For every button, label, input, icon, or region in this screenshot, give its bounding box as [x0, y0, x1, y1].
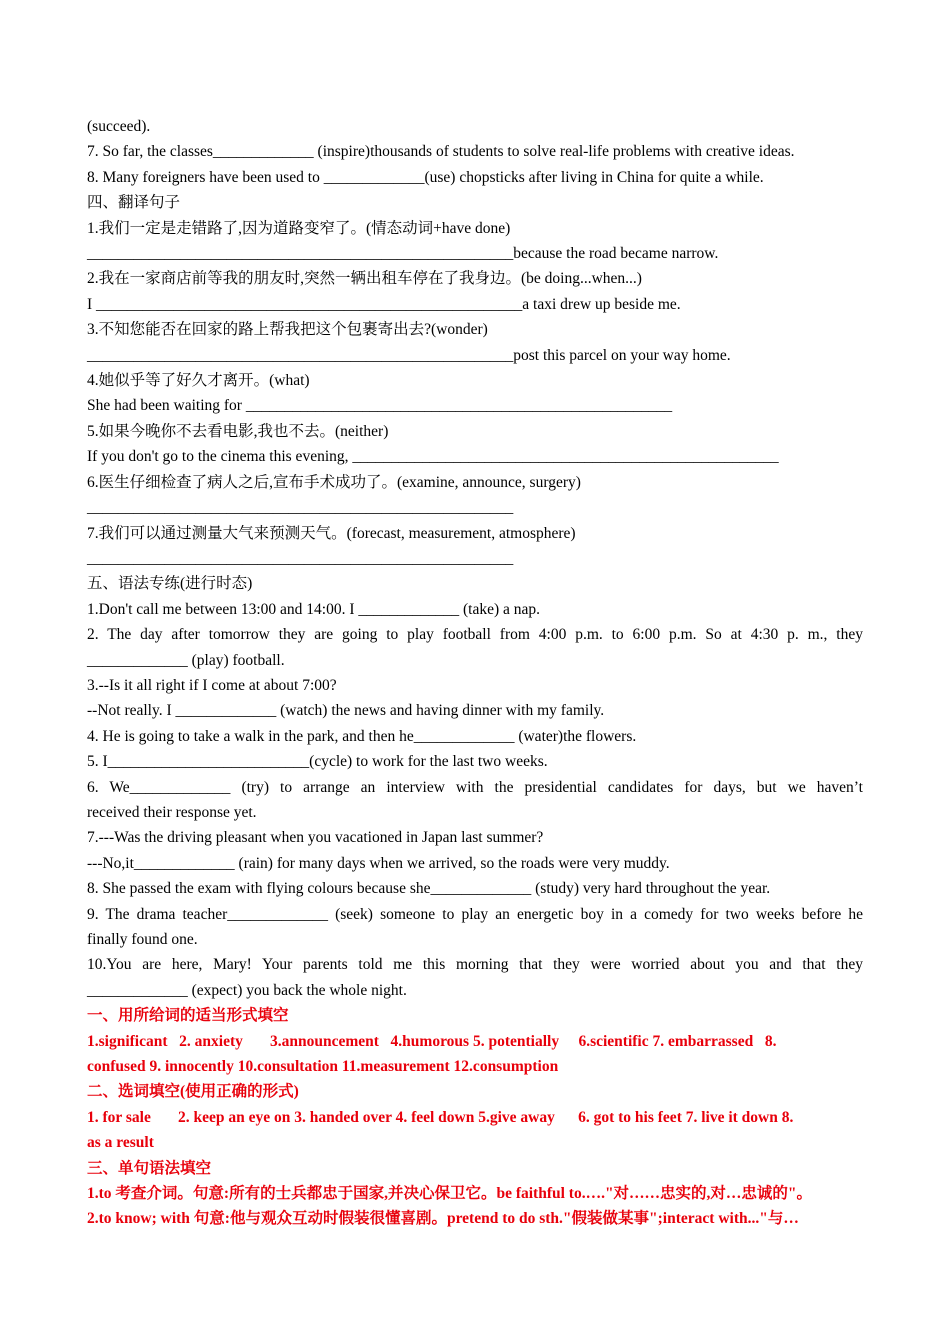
s4-q6-prompt: 6.医生仔细检查了病人之后,宣布手术成功了。(examine, announce, surgery) [87, 473, 581, 491]
s5-line: ---No,it_____________ (rain) for many days when we arrived, so the roads were very muddy. [87, 854, 670, 872]
answer-key-1-heading: 一、用所给词的适当形式填空 [87, 1007, 289, 1025]
s4-q1-answer: _______________________________________________________because the road became narrow. [87, 245, 719, 263]
s5-line: 5. I__________________________(cycle) to work for the last two weeks. [87, 753, 548, 771]
s5-line: _____________ (expect) you back the whole night. [87, 981, 407, 999]
s5-line: 1.Don't call me between 13:00 and 14:00. I _____________ (take) a nap. [87, 600, 541, 618]
section4-heading: 四、翻译句子 [87, 194, 181, 212]
s4-q4-prompt: 4.她似乎等了好久才离开。(what) [87, 372, 310, 390]
s5-line: 10.You are here, Mary! Your parents told me this morning that they were worried about you and that they [87, 956, 863, 974]
document-content [87, 114, 863, 1232]
s3-q8: 8. Many foreigners have been used to _____________(use) chopsticks after living in China for quite a while. [87, 168, 764, 186]
s4-q7-answer: _______________________________________________________ [87, 549, 514, 567]
s4-q1-prompt: 1.我们一定是走错路了,因为道路变窄了。(情态动词+have done) [87, 219, 511, 237]
s5-line: 4. He is going to take a walk in the park, and then he_____________ (water)the flowers. [87, 727, 637, 745]
s5-line: 3.--Is it all right if I come at about 7:00? [87, 676, 337, 694]
s4-q3-prompt: 3.不知您能否在回家的路上帮我把这个包裹寄出去?(wonder) [87, 321, 488, 339]
answer-key-2-line: as a result [87, 1134, 154, 1152]
s4-q6-answer: _______________________________________________________ [87, 499, 514, 517]
s4-q4-answer: She had been waiting for _______________________________________________________ [87, 397, 673, 415]
s4-q2-prompt: 2.我在一家商店前等我的朋友时,突然一辆出租车停在了我身边。(be doing...when...) [87, 270, 642, 288]
answer-key-2-heading: 二、选词填空(使用正确的形式) [87, 1083, 299, 1101]
s4-q7-prompt: 7.我们可以通过测量大气来预测天气。(forecast, measurement, atmosphere) [87, 524, 576, 542]
s4-q5-answer: If you don't go to the cinema this evening, _______________________________________________________ [87, 448, 779, 466]
answer-key-3-line: 1.to 考查介词。句意:所有的士兵都忠于国家,并决心保卫它。be faithful to.…."对……忠实的,对…忠诚的"。 [87, 1185, 813, 1203]
s5-line: 2. The day after tomorrow they are going to play football from 4:00 p.m. to 6:00 p.m. So at 4:30 p. m., they [87, 626, 863, 644]
answer-key-2-line: 1. for sale 2. keep an eye on 3. handed over 4. feel down 5.give away 6. got to his feet 7. live it down 8. [87, 1108, 794, 1126]
s3-q7: 7. So far, the classes_____________ (inspire)thousands of students to solve real-life problems with creative ideas. [87, 143, 795, 161]
s5-line: finally found one. [87, 931, 198, 948]
answer-key-1-line: 1.significant 2. anxiety 3.announcement 4.humorous 5. potentially 6.scientific 7. embarrassed 8. [87, 1032, 777, 1050]
s5-line: _____________ (play) football. [87, 651, 285, 669]
s5-line: 7.---Was the driving pleasant when you vacationed in Japan last summer? [87, 829, 544, 847]
section5-heading: 五、语法专练(进行时态) [87, 575, 253, 593]
s4-q3-answer: _______________________________________________________post this parcel on your way home. [87, 346, 731, 364]
s5-line: 9. The drama teacher_____________ (seek) someone to play an energetic boy in a comedy for two weeks before he [87, 905, 863, 923]
s5-line: received their response yet. [87, 803, 257, 821]
s3-q6-continuation: (succeed). [87, 118, 151, 135]
answer-key-3-line: 2.to know; with 句意:他与观众互动时假装很懂喜剧。pretend to do sth."假装做某事";interact with..."与… [87, 1210, 799, 1228]
s5-line: 8. She passed the exam with flying colours because she_____________ (study) very hard throughout the year. [87, 880, 771, 898]
s4-q5-prompt: 5.如果今晚你不去看电影,我也不去。(neither) [87, 422, 389, 440]
answer-key-3-heading: 三、单句语法填空 [87, 1159, 212, 1177]
s5-line: --Not really. I _____________ (watch) the news and having dinner with my family. [87, 702, 605, 720]
s5-line: 6. We_____________ (try) to arrange an interview with the presidential candidates for days, but we haven’t [87, 778, 863, 796]
answer-key-1-line: confused 9. innocently 10.consultation 11.measurement 12.consumption [87, 1058, 559, 1076]
s4-q2-answer: I _______________________________________________________a taxi drew up beside me. [87, 295, 681, 313]
